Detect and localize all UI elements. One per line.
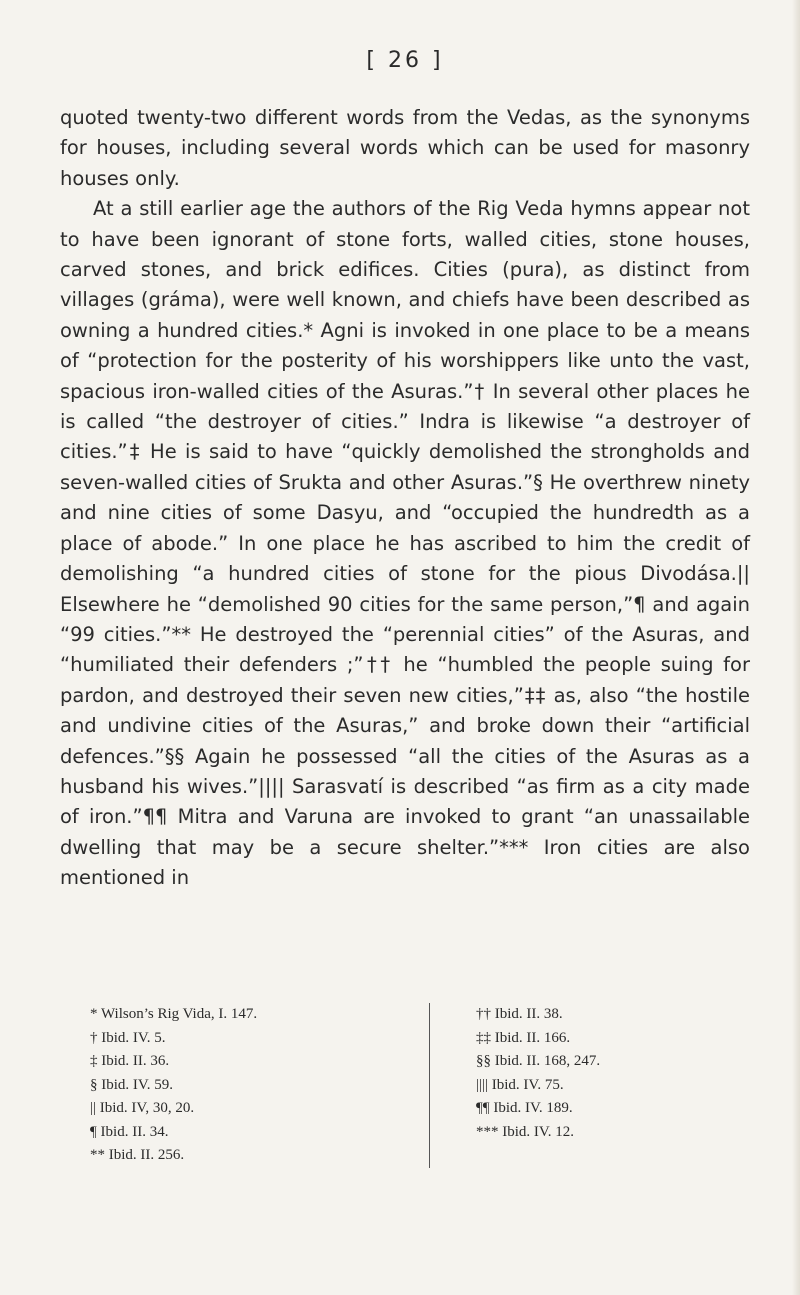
footnote: *** Ibid. IV. 12. [476,1123,575,1140]
footnote: † Ibid. IV. 5. [90,1029,166,1046]
footnote: |||| Ibid. IV. 75. [476,1076,564,1093]
paragraph: quoted twenty-two different words from the Vedas, as the synonyms for houses, including several words which can be used for masonry houses only. [60,106,750,190]
footnote: ‡‡ Ibid. II. 166. [476,1029,571,1046]
footnote: § Ibid. IV. 59. [90,1076,174,1093]
body-text [60,103,750,894]
footnote: * Wilson’s Rig Vida, I. 147. [90,1006,258,1022]
footnote: ‡ Ibid. II. 36. [90,1053,170,1069]
footnote: §§ Ibid. II. 168, 247. [476,1053,601,1069]
footnote: ¶¶ Ibid. IV. 189. [476,1100,573,1116]
paragraph: At a still earlier age the authors of the Rig Veda hymns appear not to have been ignorant of stone forts, walled cities, stone houses, carved stones, and brick edifices. Cities (pura), as distinct from villages (gráma), were well known, and chiefs have been described as owning a hundred cities.* Agni is invoked in one place to be a means of “protection for the posterity of his worshippers like unto the vast, spacious iron-walled cities of the Asuras.”† In several other places he is called “the destroyer of cities.” Indra is likewise “a destroyer of cities.”‡ He is said to have “quickly demolished the strongholds and seven-walled cities of Srukta and other Asuras.”§ He overthrew ninety and nine cities of some Dasyu, and “occupied the hundredth as a place of abode.” In one place he has ascribed to him the credit of demolishing “a hundred cities of stone for the pious Divodása.|| Elsewhere he “demolished 90 cities for the same person,”¶ and again “99 cities.”** He destroyed the “perennial cities” of the Asuras, and “humiliated their defenders ;”†† he “humbled the people suing for pardon, and destroyed their seven new cities,”‡‡ as, also “the hostile and undivine cities of the Asuras,” and broke down their “artificial defences.”§§ Again he possessed “all the cities of the Asuras as a husband his wives.”|||| Sarasvatí is described “as firm as a city made of iron.”¶¶ Mitra and Varuna are invoked to grant “an unassailable dwelling that may be a secure shelter.”*** Iron cities are also mentioned in [60,197,750,890]
footnote: †† Ibid. II. 38. [476,1006,563,1022]
footnotes-left-column [60,1003,430,1168]
footnotes-right-column [430,1003,600,1168]
page-edge [792,0,800,1295]
footnote: ¶ Ibid. II. 34. [90,1123,169,1140]
page-number: [ 26 ] [366,48,444,73]
footnotes [60,1003,750,1168]
footnote: ** Ibid. II. 256. [90,1147,185,1163]
footnote: || Ibid. IV, 30, 20. [90,1100,195,1116]
